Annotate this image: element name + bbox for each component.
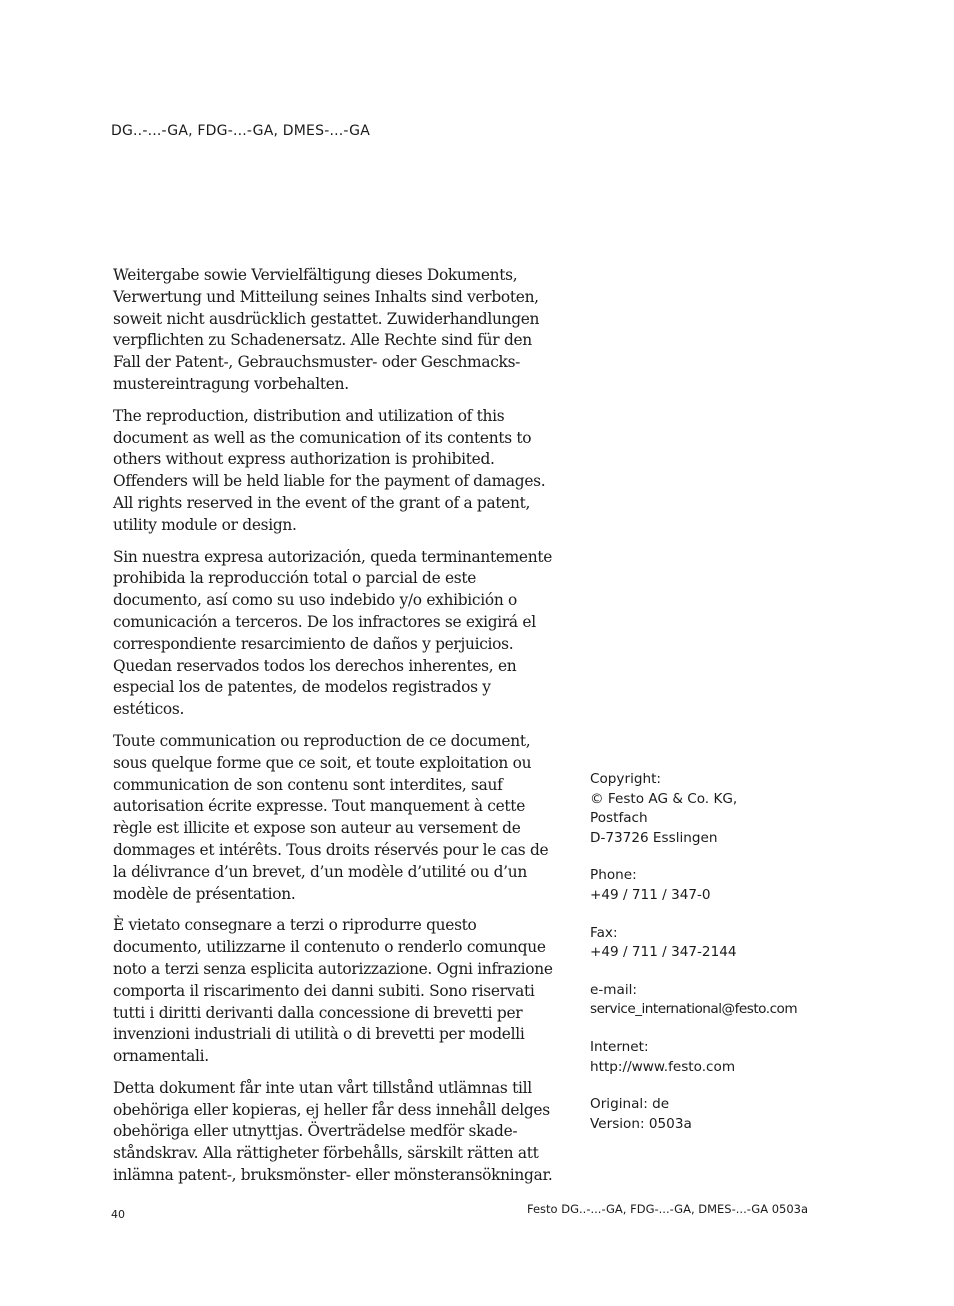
original-language: Original: de xyxy=(590,1096,670,1113)
footer-doc-title: Festo DG..-...-GA, FDG-...-GA, DMES-...-GA 0503a xyxy=(527,1202,809,1216)
legal-paragraph-it: È vietato consegnare a terzi o riprodurre questo documento, utilizzarne il contenuto o renderlo comunque noto a terzi senza esplicita autorizzazione. Ogni infrazione comporta il riscarimento dei danni subiti. Sono riservati tutti i diritti derivanti dalla concessione di brevetti per invenzioni industriali di utilità o di brevetti per modelli ornamentali. xyxy=(113,916,553,1066)
email-address: service_international@festo.com xyxy=(590,1001,798,1018)
legal-paragraph-es: Sin nuestra expresa autorización, queda terminantemente prohibida la reproducción total o parcial de este documento, así como su uso indebido y/o exhibición o comunicación a terceros. De los infractores se exigirá el correspondiente resarcimiento de daños y perjuicios. Quedan reservados todos los derechos inherentes, en especial los de patentes, de modelos registrados y estéticos. xyxy=(113,547,553,719)
copyright-block xyxy=(590,770,830,848)
internet-block xyxy=(590,1038,830,1077)
fax-label: Fax: xyxy=(590,924,618,941)
page-number: 40 xyxy=(111,1208,125,1221)
phone-label: Phone: xyxy=(590,867,637,884)
internet-label: Internet: xyxy=(590,1038,649,1055)
version: Version: 0503a xyxy=(590,1115,692,1132)
version-block xyxy=(590,1095,830,1134)
email-label: e-mail: xyxy=(590,981,637,998)
website-url: http://www.festo.com xyxy=(590,1058,736,1075)
phone-number: +49 / 711 / 347-0 xyxy=(590,886,711,903)
document-header: DG..-...-GA, FDG-...-GA, DMES-...-GA xyxy=(111,123,370,139)
company-name: © Festo AG & Co. KG, xyxy=(590,790,738,807)
email-block xyxy=(590,981,830,1020)
legal-paragraph-de: Weitergabe sowie Vervielfältigung dieses Dokuments, Verwertung und Mitteilung seines Inhalts sind verboten, soweit nicht ausdrücklich gestattet. Zuwiderhandlungen verpflichten zu Schadenersatz. Alle Rechte sind für den Fall der Patent-, Gebrauchsmuster- oder Geschmacks-mustereintragung vorbehalten. xyxy=(113,266,540,393)
fax-number: +49 / 711 / 347-2144 xyxy=(590,944,737,961)
fax-block xyxy=(590,924,830,963)
legal-paragraph-fr: Toute communication ou reproduction de ce document, sous quelque forme que ce soit, et toute exploitation ou communication de son contenu sont interdites, sauf autorisation écrite expresse. Tout manquement à cette règle est illicite et expose son auteur au versement de dommages et intérêts. Tous droits réservés pour le cas de la délivrance d’un brevet, d’un modèle d’utilité ou d’un modèle de présentation. xyxy=(113,731,549,903)
city: D-73726 Esslingen xyxy=(590,829,718,846)
legal-paragraph-en: The reproduction, distribution and utilization of this document as well as the comunication of its contents to others without express authorization is prohibited. Offenders will be held liable for the payment of damages. All rights reserved in the event of the grant of a patent, utility module or design. xyxy=(113,406,546,534)
legal-notice xyxy=(113,265,561,1197)
phone-block xyxy=(590,866,830,905)
copyright-label: Copyright: xyxy=(590,771,662,787)
legal-paragraph-sv: Detta dokument får inte utan vårt tillstånd utlämnas till obehöriga eller kopieras, ej heller får dess innehåll delges obehöriga eller utnyttjas. Överträdelse medför skade-ståndskrav. Alla rättigheter förbehålls, särskilt rätten att inlämna patent-, bruksmönster- eller mönsteransökningar. xyxy=(113,1078,553,1185)
contact-info xyxy=(590,770,830,1134)
postfach: Postfach xyxy=(590,810,648,827)
